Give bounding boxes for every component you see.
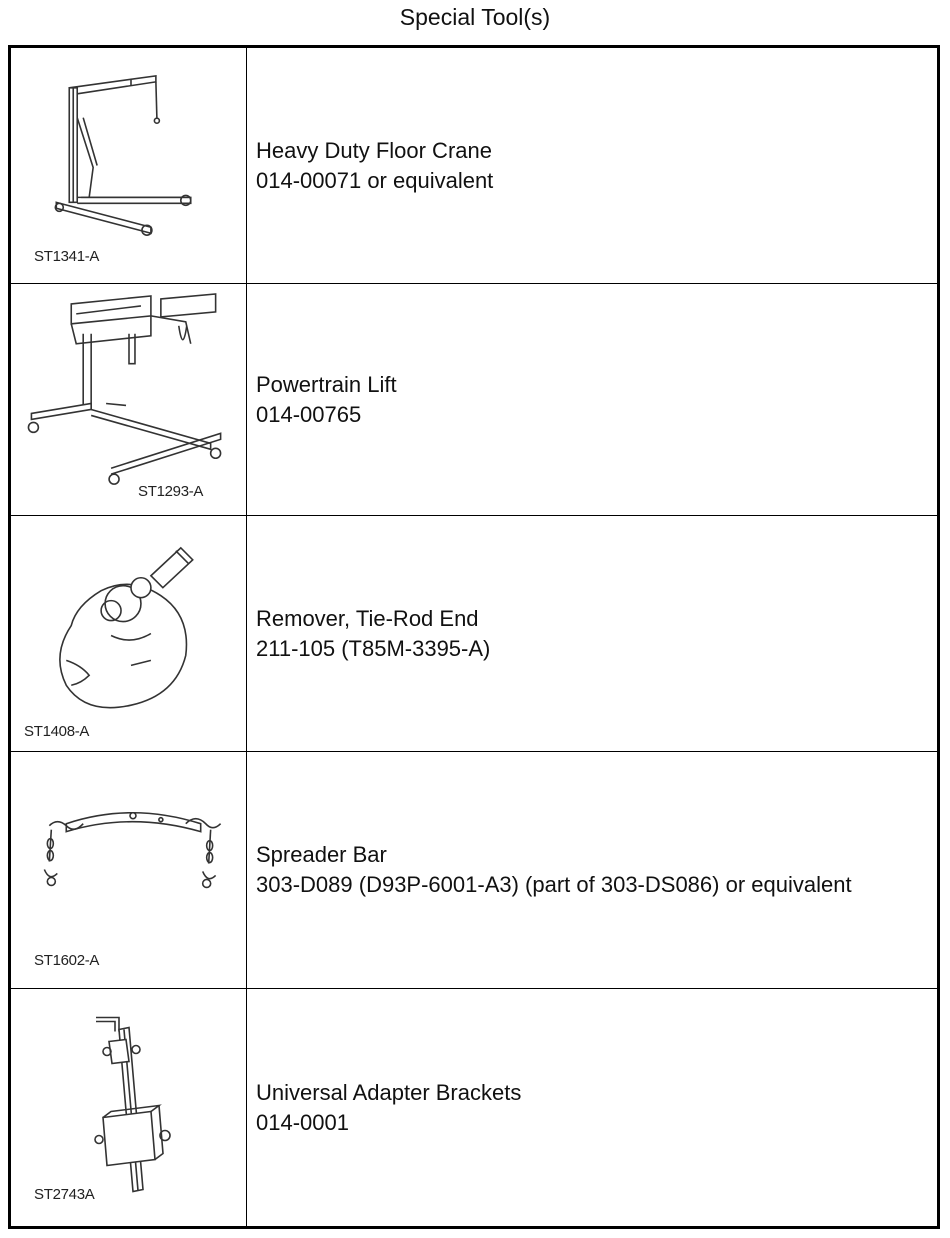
tool-name: Universal Adapter Brackets — [256, 1079, 522, 1105]
tool-image-cell — [11, 284, 247, 515]
special-tools-table — [8, 45, 940, 1229]
tool-description — [247, 284, 937, 515]
tool-part-number: 014-0001 — [256, 1109, 349, 1135]
tool-image-cell — [11, 48, 247, 283]
tool-row — [11, 48, 937, 284]
tool-image-code: ST1408-A — [24, 723, 90, 740]
tool-name: Heavy Duty Floor Crane — [256, 137, 492, 163]
tool-row — [11, 284, 937, 516]
tool-image-code: ST1293-A — [138, 483, 204, 500]
tool-part-number: 014-00071 or equivalent — [256, 167, 494, 193]
tool-name: Powertrain Lift — [256, 371, 397, 397]
tool-image-cell — [11, 752, 247, 988]
tool-image-cell — [11, 516, 247, 751]
tool-description — [247, 48, 937, 283]
tool-image-code: ST2743A — [34, 1186, 95, 1203]
tool-image-cell — [11, 989, 247, 1226]
tool-name: Spreader Bar — [256, 842, 387, 867]
page-title: Special Tool(s) — [399, 4, 551, 30]
tool-image-code: ST1602-A — [34, 952, 100, 969]
tool-part-number: 014-00765 — [256, 401, 362, 427]
tool-part-number: 303-D089 (D93P-6001-A3) (part of 303-DS086) or equivalent — [256, 872, 852, 897]
tie-rod-remover-icon — [11, 516, 247, 751]
tool-image-code: ST1341-A — [34, 248, 100, 265]
powertrain-lift-icon — [11, 284, 247, 515]
tool-description — [247, 516, 937, 751]
tool-row — [11, 989, 937, 1226]
tool-description — [247, 989, 937, 1226]
tool-description — [247, 752, 937, 988]
tool-row — [11, 516, 937, 752]
tool-name: Remover, Tie-Rod End — [256, 605, 479, 631]
tool-row — [11, 752, 937, 989]
tool-part-number: 211-105 (T85M-3395-A) — [256, 635, 491, 661]
